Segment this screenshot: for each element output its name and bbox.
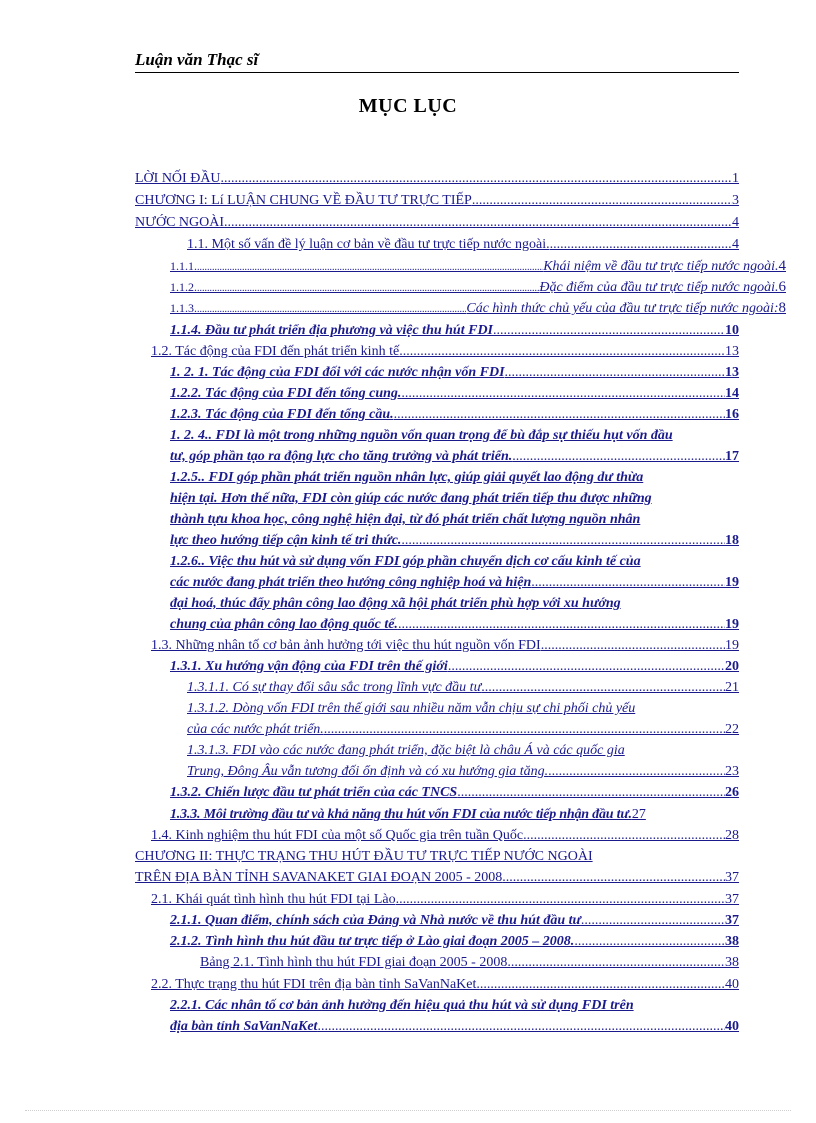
toc-entry-2-1-1[interactable]: 2.1.1. Quan điểm, chính sách của Đảng và Nhà nước về thu hút đầu tư ..... 37 bbox=[170, 911, 739, 930]
toc-entry-1-1-4[interactable]: 1.1.4. Đầu tư phát triển địa phương và việc thu hút FDI ..... 10 bbox=[170, 321, 739, 340]
toc-entry-2-1-2[interactable]: 2.1.2. Tình hình thu hút đầu tư trực tiếp ở Lào giai đoạn 2005 – 2008. ..... 38 bbox=[170, 932, 739, 951]
toc-entry-2-1[interactable]: 2.1. Khái quát tình hình thu hút FDI tại Lào ..... 37 bbox=[151, 890, 739, 909]
toc-heading: MỤC LỤC bbox=[358, 95, 458, 117]
page-bottom-divider bbox=[25, 1110, 791, 1111]
toc-entry-1-2[interactable]: 1.2. Tác động của FDI đến phát triển kinh tế ..... 13 bbox=[151, 342, 739, 361]
toc-entry-1-2-5[interactable]: lực theo hướng tiếp cận kinh tế tri thức. ..... 18 bbox=[170, 531, 739, 550]
toc-entry-1-3-1-2[interactable]: của các nước phát triển. ..... 22 bbox=[187, 720, 739, 739]
toc-entry-1-1-2[interactable]: 1.1.2. ..... Đặc điểm của đầu tư trực tiếp nước ngoài. 6 bbox=[170, 278, 786, 297]
toc-entry-nuoc-ngoai[interactable]: NƯỚC NGOÀI ..... 4 bbox=[135, 213, 739, 232]
toc-entry-1-2-6[interactable]: các nước đang phát triển theo hướng công nghiệp hoá và hiện ..... 19 bbox=[170, 573, 739, 592]
toc-entry-1-2-5-line3[interactable]: thành tựu khoa học, công nghệ hiện đại, từ đó phát triển chất lượng nguồn nhân bbox=[170, 512, 641, 527]
toc-entry-1-3-3[interactable]: 1.3.3. Môi trường đầu tư và khả năng thu hút vốn FDI của nước tiếp nhận đầu tư. 27 bbox=[170, 807, 646, 822]
toc-entry-chuong-1[interactable]: CHƯƠNG I: Lí LUẬN CHUNG VỀ ĐẦU TƯ TRỰC TIẾP ..... 3 bbox=[135, 191, 739, 210]
toc-entry-1-2-1[interactable]: 1. 2. 1. Tác động của FDI đối với các nước nhận vốn FDI ..... 13 bbox=[170, 363, 739, 382]
toc-entry-1-2-5-line2[interactable]: hiện tại. Hơn thế nữa, FDI còn giúp các nước đang phát triển tiếp thu được những bbox=[170, 491, 652, 506]
toc-entry-1-1-1[interactable]: 1.1.1. ..... Khái niệm về đầu tư trực tiếp nước ngoài. 4 bbox=[170, 257, 786, 276]
toc-entry-1-2-3[interactable]: 1.2.3. Tác động của FDI đến tổng cầu. ..... 16 bbox=[170, 405, 739, 424]
toc-entry-2-2-1-line1[interactable]: 2.2.1. Các nhân tố cơ bản ảnh hưởng đến hiệu quả thu hút và sử dụng FDI trên bbox=[170, 998, 634, 1013]
toc-entry-2-2[interactable]: 2.2. Thực trạng thu hút FDI trên địa bàn tỉnh SaVanNaKet. ..... 40 bbox=[151, 975, 739, 994]
toc-entry-2-2-1[interactable]: địa bàn tỉnh SaVanNaKet ..... 40 bbox=[170, 1017, 739, 1036]
toc-entry-1-3-1-2-line1[interactable]: 1.3.1.2. Dòng vốn FDI trên thế giới sau nhiều năm vẫn chịu sự chi phối chủ yếu bbox=[187, 701, 636, 716]
toc-entry-1-3[interactable]: 1.3. Những nhân tố cơ bản ảnh hưởng tới việc thu hút nguồn vốn FDI ..... 19 bbox=[151, 636, 739, 655]
toc-entry-1-2-2[interactable]: 1.2.2. Tác động của FDI đến tổng cung. ..... 14 bbox=[170, 384, 739, 403]
toc-entry-bang-2-1[interactable]: Bảng 2.1. Tình hình thu hút FDI giai đoạn 2005 - 2008. ..... 38 bbox=[200, 953, 739, 972]
toc-entry-1-4[interactable]: 1.4. Kinh nghiệm thu hút FDI của một số Quốc gia trên tuần Quốc ..... 28 bbox=[151, 826, 739, 845]
toc-entry-1-3-1-3[interactable]: Trung, Đông Âu vẫn tương đối ổn định và có xu hướng gia tăng. ..... 23 bbox=[187, 762, 739, 781]
toc-entry-1-3-1-3-line1[interactable]: 1.3.1.3. FDI vào các nước đang phát triển, đặc biệt là châu Á và các quốc gia bbox=[187, 743, 625, 758]
toc-entry-chuong-2[interactable]: TRÊN ĐỊA BÀN TỈNH SAVANAKET GIAI ĐOẠN 2005 - 2008 ..... 37 bbox=[135, 868, 739, 887]
toc-entry-1-3-2[interactable]: 1.3.2. Chiến lược đầu tư phát triển của các TNCS ..... 26 bbox=[170, 783, 739, 802]
toc-entry-1-3-1[interactable]: 1.3.1. Xu hướng vận động của FDI trên thế giới ..... 20 bbox=[170, 657, 739, 676]
toc-entry-chuong-2-line1[interactable]: CHƯƠNG II: THỰC TRẠNG THU HÚT ĐẦU TƯ TRỰC TIẾP NƯỚC NGOÀI bbox=[135, 849, 593, 864]
header-title: Luận văn Thạc sĩ bbox=[135, 50, 259, 69]
toc-entry-1-1-3[interactable]: 1.1.3. ..... Các hình thức chủ yếu của đầu tư trực tiếp nước ngoài: 8 bbox=[170, 299, 786, 318]
toc-entry-1-2-5-line1[interactable]: 1.2.5.. FDI góp phần phát triển nguồn nhân lực, giúp giải quyết lao động dư thừa bbox=[170, 470, 644, 485]
toc-entry-loi-noi-dau[interactable]: LỜI NỐI ĐẦU ..... 1 bbox=[135, 169, 739, 188]
toc-entry-1-2-6b-line1[interactable]: đại hoá, thúc đẩy phân công lao động xã hội phát triển phù hợp với xu hướng bbox=[170, 596, 621, 611]
toc-entry-1-2-4[interactable]: tư, góp phần tạo ra động lực cho tăng trưởng và phát triển. ..... 17 bbox=[170, 447, 739, 466]
toc-entry-1-2-6-line1[interactable]: 1.2.6.. Việc thu hút và sử dụng vốn FDI góp phần chuyển dịch cơ cấu kinh tế của bbox=[170, 554, 641, 569]
toc-entry-1-2-6b[interactable]: chung của phân công lao động quốc tế. ..... 19 bbox=[170, 615, 739, 634]
toc-entry-1-2-4-line1[interactable]: 1. 2. 4.. FDI là một trong những nguồn vốn quan trọng để bù đắp sự thiếu hụt vốn đầu bbox=[170, 428, 673, 443]
toc-entry-1-1[interactable]: 1.1. Một số vấn đề lý luận cơ bản về đầu tư trực tiếp nước ngoài. ..... 4 bbox=[187, 235, 739, 254]
toc-entry-1-3-1-1[interactable]: 1.3.1.1. Có sự thay đổi sâu sắc trong lĩnh vực đầu tư ..... 21 bbox=[187, 678, 739, 697]
